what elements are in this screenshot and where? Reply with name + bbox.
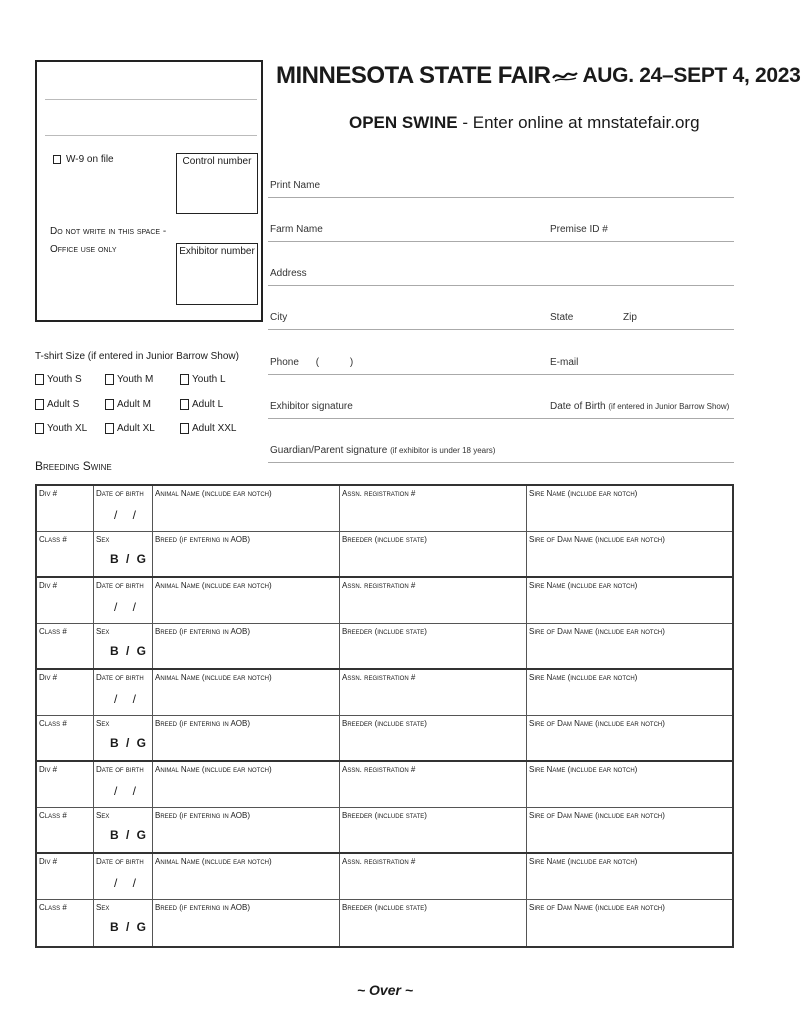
division-name: OPEN SWINE [349, 113, 458, 132]
tshirt-option-label: Youth L [192, 374, 226, 385]
cell-label: Date of birth [96, 765, 144, 774]
tshirt-option-label: Adult XL [117, 423, 155, 434]
breeder-cell[interactable] [340, 808, 527, 852]
date-slashes: / / [114, 600, 143, 614]
cell-label: Assn. registration # [342, 765, 416, 774]
over-note: ~ Over ~ [356, 982, 414, 998]
cell-label: Sire Name (include ear notch) [529, 581, 638, 590]
breeding-swine-table [35, 484, 734, 948]
animal-name-cell[interactable] [153, 486, 340, 531]
sex-cell[interactable] [94, 532, 153, 576]
tshirt-checkbox[interactable] [35, 374, 44, 385]
cell-label: Breed (if entering in AOB) [155, 811, 251, 820]
tshirt-option-label: Youth M [117, 374, 154, 385]
signature-line[interactable] [268, 418, 734, 419]
assn-registration-cell[interactable] [340, 762, 527, 807]
tshirt-checkbox[interactable] [105, 399, 114, 410]
sire-name-cell[interactable] [527, 762, 732, 807]
farm-name-label: Farm Name [270, 224, 323, 235]
sex-options: B / G [110, 736, 149, 750]
animal-name-cell[interactable] [153, 670, 340, 715]
breed-cell[interactable] [153, 624, 340, 668]
sex-options: B / G [110, 920, 149, 934]
w9-on-file[interactable] [53, 154, 114, 165]
class-number-cell[interactable] [37, 624, 94, 668]
cell-label: Assn. registration # [342, 489, 416, 498]
entry-row-top [37, 670, 732, 716]
sire-name-cell[interactable] [527, 854, 732, 899]
cell-label: Assn. registration # [342, 857, 416, 866]
office-note [50, 223, 166, 259]
date-of-birth-cell[interactable] [94, 486, 153, 531]
tshirt-option[interactable] [105, 399, 151, 410]
assn-registration-cell[interactable] [340, 486, 527, 531]
entry-row-top [37, 762, 732, 808]
fair-name: MINNESOTA STATE FAIR [276, 62, 551, 89]
tshirt-option-label: Adult M [117, 399, 151, 410]
print-name-label: Print Name [270, 180, 321, 191]
cell-label: Sire of Dam Name (include ear notch) [529, 627, 665, 636]
breeder-cell[interactable] [340, 624, 527, 668]
cell-label: Animal Name (include ear notch) [155, 765, 272, 774]
animal-name-cell[interactable] [153, 762, 340, 807]
cell-label: Class # [39, 719, 67, 728]
cell-label: Date of birth [96, 857, 144, 866]
breeding-swine-title: Breeding Swine [35, 459, 112, 473]
office-line-2 [45, 135, 257, 136]
entry-row-bottom [37, 900, 732, 946]
breed-cell[interactable] [153, 716, 340, 760]
animal-name-cell[interactable] [153, 854, 340, 899]
w9-label: W-9 on file [66, 154, 114, 165]
date-of-birth-cell[interactable] [94, 670, 153, 715]
div-number-cell[interactable] [37, 670, 94, 715]
entry-row-top [37, 486, 732, 532]
class-number-cell[interactable] [37, 900, 94, 946]
cell-label: Breeder (include state) [342, 719, 427, 728]
sire-name-cell[interactable] [527, 486, 732, 531]
cell-label: Sire of Dam Name (include ear notch) [529, 535, 665, 544]
entry-row-bottom [37, 532, 732, 578]
w9-checkbox[interactable] [53, 155, 61, 164]
office-note-line1: Do not write in this space - [50, 226, 167, 237]
tshirt-checkbox[interactable] [35, 423, 44, 434]
date-of-birth-cell[interactable] [94, 762, 153, 807]
cell-label: Assn. registration # [342, 673, 416, 682]
cell-label: Sex [96, 903, 110, 912]
cell-label: Breeder (include state) [342, 535, 427, 544]
phone-line[interactable] [268, 374, 734, 375]
exhibitor-number-label: Exhibitor number [179, 246, 255, 257]
tshirt-option[interactable] [180, 399, 223, 410]
tshirt-checkbox[interactable] [105, 423, 114, 434]
entry-row-bottom [37, 624, 732, 670]
premise-id-label: Premise ID # [550, 224, 608, 235]
cell-label: Date of birth [96, 489, 144, 498]
cell-label: Breed (if entering in AOB) [155, 903, 251, 912]
sire-name-cell[interactable] [527, 578, 732, 623]
sex-options: B / G [110, 644, 149, 658]
sire-name-cell[interactable] [527, 670, 732, 715]
cell-label: Class # [39, 627, 67, 636]
exhibitor-number-box [176, 243, 258, 305]
cell-label: Sire Name (include ear notch) [529, 857, 638, 866]
breeder-cell[interactable] [340, 716, 527, 760]
cell-label: Breeder (include state) [342, 811, 427, 820]
class-number-cell[interactable] [37, 808, 94, 852]
div-number-cell[interactable] [37, 578, 94, 623]
date-slashes: / / [114, 876, 143, 890]
dob-label [550, 401, 729, 412]
tshirt-option-label: Youth XL [47, 423, 88, 434]
cell-label: Sex [96, 535, 110, 544]
entry-row-top [37, 854, 732, 900]
tshirt-option-label: Adult L [192, 399, 224, 410]
form-subtitle [349, 113, 700, 133]
tshirt-option[interactable] [180, 423, 236, 434]
cell-label: Animal Name (include ear notch) [155, 581, 272, 590]
breed-cell[interactable] [153, 808, 340, 852]
cell-label: Date of birth [96, 581, 144, 590]
print-name-line[interactable] [268, 197, 734, 198]
guardian-line[interactable] [268, 462, 734, 463]
div-number-cell[interactable] [37, 486, 94, 531]
cell-label: Class # [39, 903, 67, 912]
date-of-birth-cell[interactable] [94, 578, 153, 623]
sex-options: B / G [110, 828, 149, 842]
cell-label: Sire of Dam Name (include ear notch) [529, 903, 665, 912]
assn-registration-cell[interactable] [340, 578, 527, 623]
phone-paren-open: ( [315, 357, 320, 368]
cell-label: Div # [39, 489, 58, 498]
date-slashes: / / [114, 692, 143, 706]
form-title [276, 62, 801, 90]
cell-label: Div # [39, 581, 58, 590]
entry-row-bottom [37, 716, 732, 762]
sire-of-dam-cell[interactable] [527, 900, 732, 946]
sex-cell[interactable] [94, 716, 153, 760]
address-label: Address [270, 268, 307, 279]
sire-of-dam-cell[interactable] [527, 716, 732, 760]
tshirt-checkbox[interactable] [180, 374, 189, 385]
tshirt-option[interactable] [35, 423, 87, 434]
cell-label: Sex [96, 627, 110, 636]
city-line[interactable] [268, 329, 734, 330]
control-number-label: Control number [182, 156, 252, 167]
cell-label: Sire Name (include ear notch) [529, 765, 638, 774]
tshirt-checkbox[interactable] [35, 399, 44, 410]
exhibitor-signature-label: Exhibitor signature [270, 401, 353, 412]
class-number-cell[interactable] [37, 716, 94, 760]
tshirt-option-label: Adult XXL [192, 423, 237, 434]
control-number-box [176, 153, 258, 214]
tshirt-checkbox[interactable] [180, 423, 189, 434]
subtitle-rest: - Enter online at mnstatefair.org [457, 113, 700, 132]
tshirt-option[interactable] [35, 399, 79, 410]
sire-of-dam-cell[interactable] [527, 624, 732, 668]
cell-label: Sex [96, 719, 110, 728]
cell-label: Breed (if entering in AOB) [155, 627, 251, 636]
cell-label: Sire of Dam Name (include ear notch) [529, 811, 665, 820]
guardian-text: Guardian/Parent signature [270, 445, 388, 456]
assn-registration-cell[interactable] [340, 854, 527, 899]
cell-label: Assn. registration # [342, 581, 416, 590]
tshirt-checkbox[interactable] [180, 399, 189, 410]
cell-label: Div # [39, 857, 58, 866]
cell-label: Sex [96, 811, 110, 820]
email-label: E-mail [550, 357, 579, 368]
tshirt-option[interactable] [105, 374, 153, 385]
tshirt-checkbox[interactable] [105, 374, 114, 385]
assn-registration-cell[interactable] [340, 670, 527, 715]
cell-label: Breed (if entering in AOB) [155, 719, 251, 728]
guardian-note: (if exhibitor is under 18 years) [390, 446, 496, 455]
class-number-cell[interactable] [37, 532, 94, 576]
animal-name-cell[interactable] [153, 578, 340, 623]
breeder-cell[interactable] [340, 532, 527, 576]
tshirt-option-label: Adult S [47, 399, 80, 410]
cell-label: Div # [39, 765, 58, 774]
tshirt-option[interactable] [35, 374, 82, 385]
address-line[interactable] [268, 285, 734, 286]
cell-label: Sire Name (include ear notch) [529, 673, 638, 682]
zip-label: Zip [623, 312, 637, 323]
tshirt-title: T-shirt Size (if entered in Junior Barrow Show) [35, 351, 239, 362]
phone-paren-close: ) [349, 357, 354, 368]
farm-name-line[interactable] [268, 241, 734, 242]
sex-cell[interactable] [94, 624, 153, 668]
breed-cell[interactable] [153, 532, 340, 576]
fair-swoosh-icon [552, 69, 578, 83]
office-line-1 [45, 99, 257, 100]
office-use-box [35, 60, 263, 322]
cell-label: Class # [39, 811, 67, 820]
dob-text: Date of Birth [550, 401, 606, 412]
dob-note: (if entered in Junior Barrow Show) [608, 402, 730, 411]
cell-label: Animal Name (include ear notch) [155, 673, 272, 682]
sex-cell[interactable] [94, 808, 153, 852]
sire-of-dam-cell[interactable] [527, 532, 732, 576]
breeder-cell[interactable] [340, 900, 527, 946]
tshirt-option[interactable] [180, 374, 226, 385]
office-note-line2: Office use only [50, 244, 117, 255]
phone-text: Phone [270, 357, 299, 368]
entry-row-bottom [37, 808, 732, 854]
state-label: State [550, 312, 574, 323]
date-slashes: / / [114, 784, 143, 798]
tshirt-option[interactable] [105, 423, 155, 434]
fair-dates: AUG. 24–SEPT 4, 2023 [582, 64, 801, 87]
cell-label: Sire of Dam Name (include ear notch) [529, 719, 665, 728]
date-slashes: / / [114, 508, 143, 522]
cell-label: Class # [39, 535, 67, 544]
div-number-cell[interactable] [37, 762, 94, 807]
sire-of-dam-cell[interactable] [527, 808, 732, 852]
cell-label: Breeder (include state) [342, 627, 427, 636]
date-of-birth-cell[interactable] [94, 854, 153, 899]
guardian-label [270, 445, 495, 456]
cell-label: Breeder (include state) [342, 903, 427, 912]
sex-cell[interactable] [94, 900, 153, 946]
city-label: City [270, 312, 288, 323]
cell-label: Sire Name (include ear notch) [529, 489, 638, 498]
sex-options: B / G [110, 552, 149, 566]
cell-label: Animal Name (include ear notch) [155, 857, 272, 866]
cell-label: Date of birth [96, 673, 144, 682]
tshirt-option-label: Youth S [47, 374, 82, 385]
cell-label: Div # [39, 673, 58, 682]
phone-label [270, 357, 353, 368]
breed-cell[interactable] [153, 900, 340, 946]
entry-row-top [37, 578, 732, 624]
div-number-cell[interactable] [37, 854, 94, 899]
cell-label: Breed (if entering in AOB) [155, 535, 251, 544]
cell-label: Animal Name (include ear notch) [155, 489, 272, 498]
